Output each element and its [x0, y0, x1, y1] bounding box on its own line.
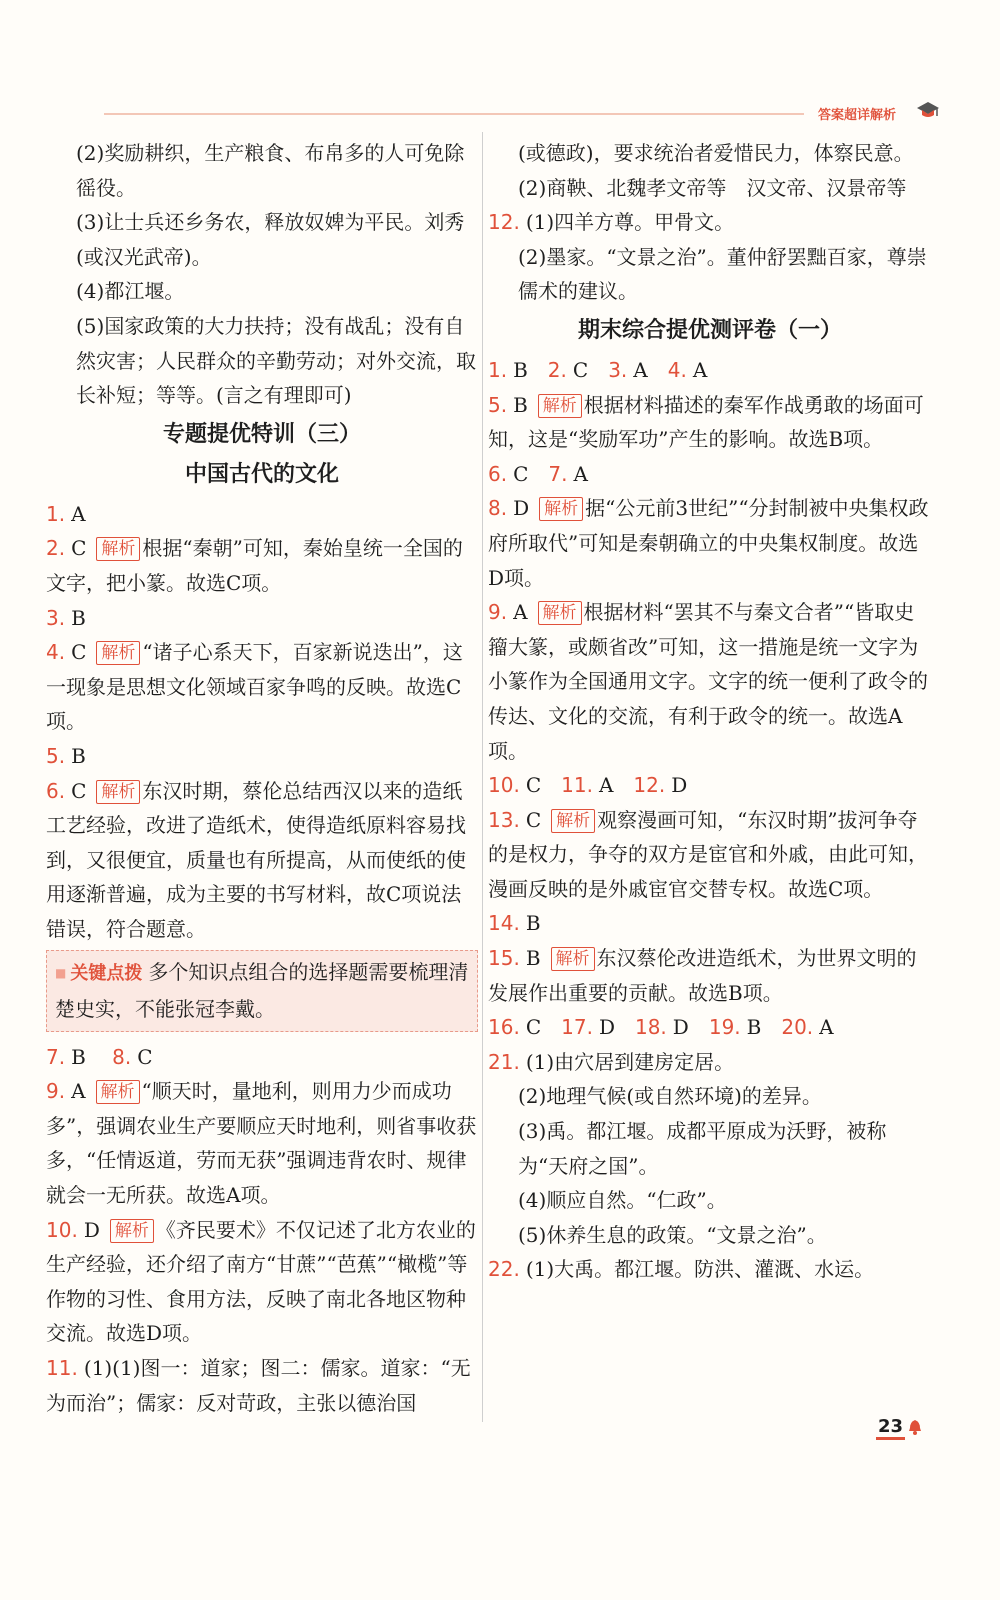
column-divider — [482, 132, 483, 1422]
answer-line: (2)商鞅、北魏孝文帝等 汉文帝、汉景帝等 — [518, 175, 907, 200]
answer-item — [46, 531, 478, 600]
answer-row — [488, 1010, 932, 1045]
key-point-box — [46, 950, 478, 1031]
question-number: 7. — [548, 461, 568, 486]
answer-row — [488, 457, 932, 492]
answer-item — [488, 803, 932, 907]
answer-choice: B — [513, 357, 528, 382]
question-number: 11. — [46, 1356, 78, 1380]
answer-item — [488, 595, 932, 768]
question-number: 2. — [547, 357, 567, 382]
answer-choice: C — [137, 1044, 153, 1069]
analysis-tag: 解析 — [538, 601, 582, 625]
question-number: 7. — [46, 1044, 66, 1069]
question-number: 20. — [781, 1015, 814, 1040]
answer-choice: C — [71, 640, 87, 665]
answer-choice: C — [525, 807, 542, 832]
answer-choice: B — [71, 605, 86, 630]
explanation-text: 《齐民要术》不仅记述了北方农业的生产经验，还介绍了南方“甘蔗”“芭蕉”“橄榄”等作物的习性、食用方法，反映了南北各地区物种交流。故选D项。 — [46, 1217, 476, 1346]
answer-item — [46, 497, 478, 532]
explanation-text: 根据材料“罢其不与秦文合者”“皆取史籀大篆，或颇省改”可知，这一措施是统一文字为小篆作为全国通用文字。文字的统一便利了政令的传达、文化的交流，有利于政令的统一。故选A项。 — [488, 600, 928, 763]
answer-row — [488, 1045, 932, 1080]
answer-choice: D — [598, 1015, 615, 1040]
question-number: 1. — [46, 501, 66, 526]
answer-item — [46, 635, 478, 739]
answer-choice: A — [71, 1079, 86, 1104]
answer-line: (2)墨家。“文景之治”。董仲舒罢黜百家，尊崇儒术的建议。 — [518, 244, 927, 304]
answer-choice: B — [71, 743, 86, 768]
answer-row — [488, 205, 932, 240]
answer-choice: B — [746, 1015, 762, 1040]
answer-choice: A — [633, 357, 648, 382]
question-number: 13. — [488, 807, 520, 832]
question-number: 5. — [488, 392, 508, 417]
question-number: 14. — [488, 911, 520, 936]
answer-choice: C — [525, 1015, 542, 1040]
analysis-tag: 解析 — [96, 1080, 140, 1104]
answer-line: (5)休养生息的政策。“文景之治”。 — [518, 1222, 827, 1247]
question-number: 5. — [46, 743, 66, 768]
question-number: 9. — [46, 1079, 66, 1104]
explanation-text: (1)(1)图一：道家；图二：儒家。道家：“无为而治”；儒家：反对苛政，主张以德治国 — [46, 1356, 471, 1415]
answer-choice: C — [525, 773, 542, 798]
answer-choice: D — [83, 1217, 100, 1242]
answer-choice: A — [573, 461, 588, 486]
analysis-tag: 解析 — [538, 394, 582, 418]
answer-line: (3)让士兵还乡务农，释放奴婢为平民。刘秀(或汉光武帝)。 — [76, 210, 465, 269]
explanation-text: 据“公元前3世纪”“分封制被中央集权政府所取代”可知是秦朝确立的中央集权制度。故选D项。 — [488, 496, 929, 590]
answer-choice: A — [692, 357, 708, 382]
answer-text: (1)由穴居到建房定居。 — [525, 1049, 735, 1074]
question-number: 6. — [488, 461, 508, 486]
explanation-text: “顺天时，量地利，则用力少而成功多”，强调农业生产要顺应天时地利，则省事收获多，“任情返道，劳而无获”强调违背农时、规律就会一无所获。故选A项。 — [46, 1079, 477, 1208]
analysis-tag: 解析 — [551, 809, 595, 833]
question-number: 8. — [488, 496, 508, 521]
explanation-text: 根据“秦朝”可知，秦始皇统一全国的文字，把小篆。故选C项。 — [46, 536, 463, 595]
question-number: 3. — [46, 605, 66, 630]
explanation-text: 东汉蔡伦改进造纸术，为世界文明的发展作出重要的贡献。故选B项。 — [488, 946, 917, 1005]
section-title: 专题提优特训（三） — [162, 421, 361, 447]
explanation-text: 观察漫画可知，“东汉时期”拔河争夺的是权力，争夺的双方是宦官和外戚，由此可知，漫画反映的是外戚宦官交替专权。故选C项。 — [488, 807, 928, 901]
explanation-text: 东汉时期，蔡伦总结西汉以来的造纸工艺经验，改进了造纸术，使得造纸原料容易找到，又很便宜，质量也有所提高，从而使纸的使用逐渐普遍，成为主要的书写材料，故C项说法错误，符合题意。 — [46, 778, 466, 941]
question-number: 10. — [46, 1217, 78, 1242]
answer-text: (1)大禹。都江堰。防洪、灌溉、水运。 — [525, 1257, 875, 1282]
answer-item — [488, 906, 932, 941]
left-column — [46, 136, 478, 1420]
question-number: 12. — [488, 210, 520, 235]
analysis-tag: 解析 — [96, 641, 140, 665]
answer-item — [46, 1351, 478, 1420]
analysis-tag: 解析 — [96, 537, 140, 561]
analysis-tag: 解析 — [539, 497, 583, 521]
question-number: 10. — [488, 773, 520, 798]
answer-item — [488, 491, 932, 595]
answer-row — [488, 353, 932, 388]
answer-choice: A — [819, 1015, 834, 1040]
answer-line: (2)奖励耕织，生产粮食、布帛多的人可免除徭役。 — [76, 141, 465, 200]
question-number: 12. — [633, 773, 666, 798]
answer-item — [488, 388, 932, 457]
question-number: 19. — [708, 1015, 741, 1040]
question-number: 11. — [561, 773, 593, 798]
answer-item — [488, 941, 932, 1010]
question-number: 4. — [667, 357, 687, 382]
question-number: 1. — [488, 357, 508, 382]
header-rule — [104, 113, 804, 115]
answer-choice: B — [525, 946, 541, 971]
answer-row — [46, 1040, 478, 1075]
answer-text: (1)四羊方尊。甲骨文。 — [525, 210, 735, 235]
answer-choice: A — [513, 600, 528, 625]
bell-icon — [907, 1418, 923, 1436]
answer-choice: C — [71, 536, 87, 561]
question-number: 15. — [488, 946, 520, 971]
analysis-tag: 解析 — [110, 1219, 154, 1243]
answer-choice: D — [513, 496, 530, 521]
answer-item — [46, 774, 478, 947]
section-subtitle: 中国古代的文化 — [184, 461, 339, 487]
answer-choice: D — [672, 1015, 689, 1040]
question-number: 3. — [608, 357, 628, 382]
question-number: 9. — [488, 600, 508, 625]
answer-choice: A — [71, 501, 86, 526]
right-column — [488, 136, 932, 1287]
answer-item — [46, 601, 478, 636]
answer-line: (或德政)，要求统治者爱惜民力，体察民意。 — [518, 141, 914, 165]
answer-item — [46, 739, 478, 774]
question-number: 8. — [112, 1044, 132, 1069]
graduation-cap-icon — [916, 100, 940, 122]
explanation-text: 根据材料描述的秦军作战勇敢的场面可知，这是“奖励军功”产生的影响。故选B项。 — [488, 392, 924, 452]
question-number: 21. — [488, 1049, 520, 1074]
answer-line: (3)禹。都江堰。成都平原成为沃野，被称为“天府之国”。 — [518, 1119, 887, 1178]
answer-line: (5)国家政策的大力扶持；没有战乱；没有自然灾害；人民群众的辛勤劳动；对外交流，取长补短；等等。(言之有理即可) — [76, 313, 476, 408]
question-number: 4. — [46, 640, 66, 665]
key-point-label: ■ 关键点拨 — [55, 963, 142, 984]
question-number: 17. — [561, 1015, 593, 1040]
answer-row — [488, 1252, 932, 1287]
answer-choice: A — [598, 773, 614, 798]
answer-item — [46, 1213, 478, 1351]
analysis-tag: 解析 — [96, 780, 140, 804]
answer-row — [488, 768, 932, 803]
answer-choice: B — [513, 392, 528, 417]
question-number: 22. — [488, 1257, 520, 1282]
header-label: 答案超详解析 — [818, 108, 897, 123]
answer-choice: C — [71, 778, 87, 803]
answer-line: (4)都江堰。 — [76, 279, 185, 304]
section-title: 期末综合提优测评卷（一） — [577, 317, 842, 343]
question-number: 16. — [488, 1015, 520, 1040]
analysis-tag: 解析 — [551, 947, 595, 971]
question-number: 2. — [46, 536, 66, 561]
page-number: 23 — [876, 1416, 905, 1440]
question-number: 6. — [46, 778, 66, 803]
answer-choice: B — [525, 911, 541, 936]
answer-line: (4)顺应自然。“仁政”。 — [518, 1188, 727, 1213]
answer-choice: B — [71, 1044, 86, 1069]
explanation-text: “诸子心系天下，百家新说迭出”，这一现象是思想文化领域百家争鸣的反映。故选C项。 — [46, 640, 463, 734]
answer-line: (2)地理气候(或自然环境)的差异。 — [518, 1084, 822, 1109]
answer-choice: C — [513, 461, 529, 486]
answer-choice: C — [572, 357, 589, 382]
answer-choice: D — [671, 773, 688, 798]
question-number: 18. — [634, 1015, 667, 1040]
answer-item — [46, 1074, 478, 1212]
key-point-text: 多个知识点组合的选择题需要梳理清楚史实，不能张冠李戴。 — [55, 960, 469, 1022]
